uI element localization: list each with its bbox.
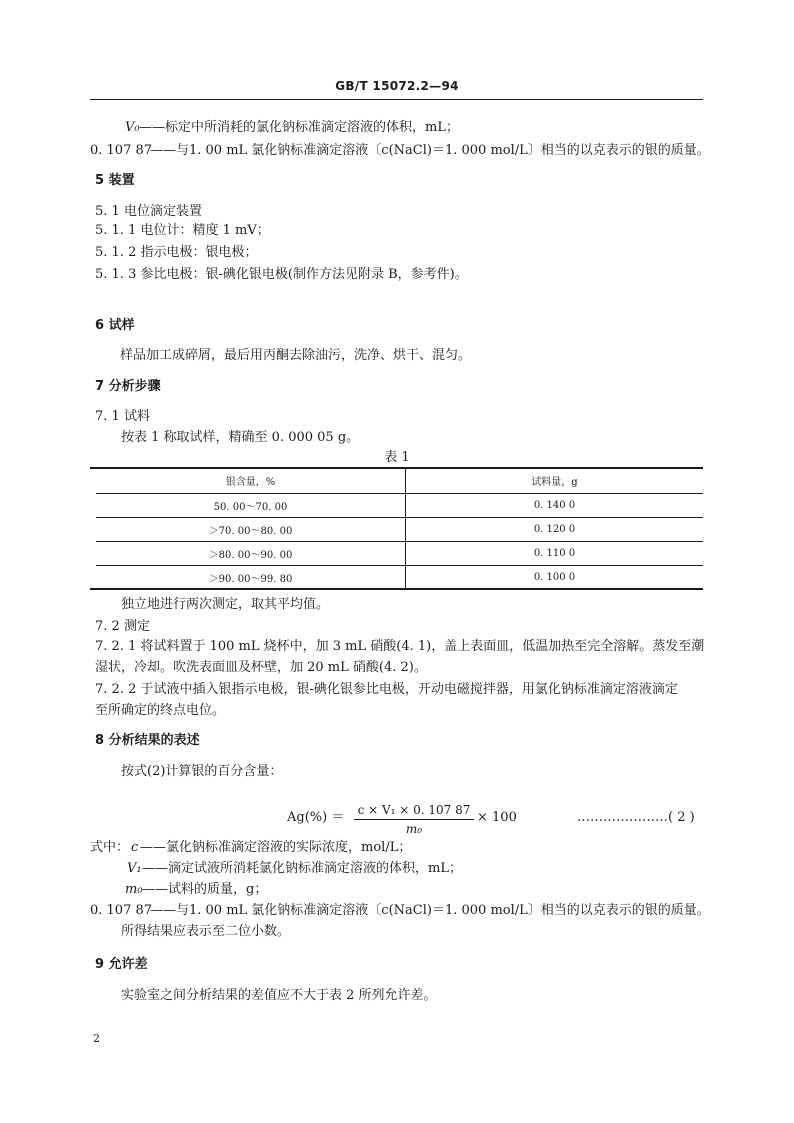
result-precision-note: 所得结果应表示至二位小数。 <box>121 924 291 939</box>
section-7-heading: 7 分析步骤 <box>95 379 161 394</box>
table-cell-range: 50. 00～70. 00 <box>96 494 406 518</box>
clause-5-1-3: 5. 1. 3 参比电极：银-碘化银电极(制作方法见附录 B，参考件)。 <box>95 267 468 282</box>
formula-denominator: m₀ <box>405 822 423 836</box>
formula-rhs: × 100 <box>477 810 517 825</box>
where-label: 式中： <box>90 840 130 855</box>
c-symbol: c <box>131 840 139 855</box>
table-cell-mass: 0. 110 0 <box>406 542 704 566</box>
table-bottom-rule <box>90 588 703 590</box>
section-6-text: 样品加工成碎屑，最后用丙酮去除油污，洗净、烘干、混匀。 <box>120 348 472 363</box>
table-cell-range: ＞70. 00～80. 00 <box>96 518 406 542</box>
clause-5-1-1: 5. 1. 1 电位计：精度 1 mV； <box>95 223 270 238</box>
constant-description: ——与1. 00 mL 氯化钠标准滴定溶液〔c(NaCl)＝1. 000 mol/L〕相当的以克表示的银的质量。 <box>150 143 710 158</box>
clause-7-1-text: 按表 1 称取试样，精确至 0. 000 05 g。 <box>121 430 360 445</box>
table-row <box>96 494 703 518</box>
table-header-silver-content: 银含量，% <box>96 468 406 494</box>
clause-5-1-2: 5. 1. 2 指示电极：银电极； <box>95 245 258 260</box>
after-table-text: 独立地进行两次测定，取其平均值。 <box>121 597 330 612</box>
formula-intro: 按式(2)计算银的百分含量： <box>121 764 283 779</box>
v0-description: ——标定中所消耗的氯化钠标准滴定溶液的体积，mL； <box>139 120 459 135</box>
constant-description-2: ——与1. 00 mL 氯化钠标准滴定溶液〔c(NaCl)＝1. 000 mol/L〕相当的以克表示的银的质量。 <box>150 903 710 918</box>
table-header-sample-mass: 试料量，g <box>406 468 704 494</box>
table-row <box>96 542 703 566</box>
v0-symbol: V₀ <box>125 120 140 135</box>
section-8-heading: 8 分析结果的表述 <box>95 733 200 748</box>
constant-value-2: 0. 107 87 <box>90 903 153 918</box>
clause-7-2-1-line2: 湿状，冷却。吹洗表面皿及杯壁，加 20 mL 硝酸(4. 2)。 <box>95 660 427 675</box>
section-9-heading: 9 允许差 <box>95 957 148 972</box>
table-cell-range: ＞80. 00～90. 00 <box>96 542 406 566</box>
page-number: 2 <box>93 1032 100 1045</box>
section-6-heading: 6 试样 <box>95 318 135 333</box>
section-9-text: 实验室之间分析结果的差值应不大于表 2 所列允许差。 <box>121 988 437 1003</box>
formula-number: …………………( 2 ) <box>577 810 695 825</box>
m0-symbol: m₀ <box>125 882 143 897</box>
table-cell-mass: 0. 120 0 <box>406 518 704 542</box>
constant-value: 0. 107 87 <box>90 143 153 158</box>
clause-5-1: 5. 1 电位滴定装置 <box>95 204 202 219</box>
fraction-bar <box>354 819 474 820</box>
table-cell-range: ＞90. 00～99. 80 <box>96 566 406 590</box>
formula-fraction <box>354 802 474 836</box>
sample-mass-table <box>96 468 703 589</box>
table-row <box>96 566 703 590</box>
table-cell-mass: 0. 100 0 <box>533 572 576 583</box>
clause-7-2-1-line1: 7. 2. 1 将试料置于 100 mL 烧杯中，加 3 mL 硝酸(4. 1)，盖上表面皿，低温加热至完全溶解。蒸发至潮 <box>95 639 705 654</box>
table-row <box>96 518 703 542</box>
table-cell-mass: 0. 140 0 <box>406 494 704 518</box>
standard-number-header: GB/T 15072.2—94 <box>335 79 459 93</box>
v1-symbol: V₁ <box>127 861 142 876</box>
clause-7-2-2-line2: 至所确定的终点电位。 <box>95 703 226 718</box>
clause-7-2: 7. 2 测定 <box>95 619 150 634</box>
formula-numerator: c × V₁ × 0. 107 87 <box>357 803 471 817</box>
m0-description: ——试料的质量，g； <box>142 882 268 897</box>
clause-7-2-2-line1: 7. 2. 2 于试液中插入银指示电极，银-碘化银参比电极，开动电磁搅拌器，用氯化钠标准滴定溶液滴定 <box>95 682 678 697</box>
c-description: ——氯化钠标准滴定溶液的实际浓度，mol/L； <box>140 840 412 855</box>
v1-description: ——滴定试液所消耗氯化钠标准滴定溶液的体积，mL； <box>142 861 462 876</box>
header-rule <box>90 99 703 100</box>
formula-lhs: Ag(%) ＝ <box>287 810 345 825</box>
section-5-heading: 5 装置 <box>95 173 135 188</box>
clause-7-1: 7. 1 试料 <box>95 409 150 424</box>
table-1-title: 表 1 <box>384 450 410 465</box>
